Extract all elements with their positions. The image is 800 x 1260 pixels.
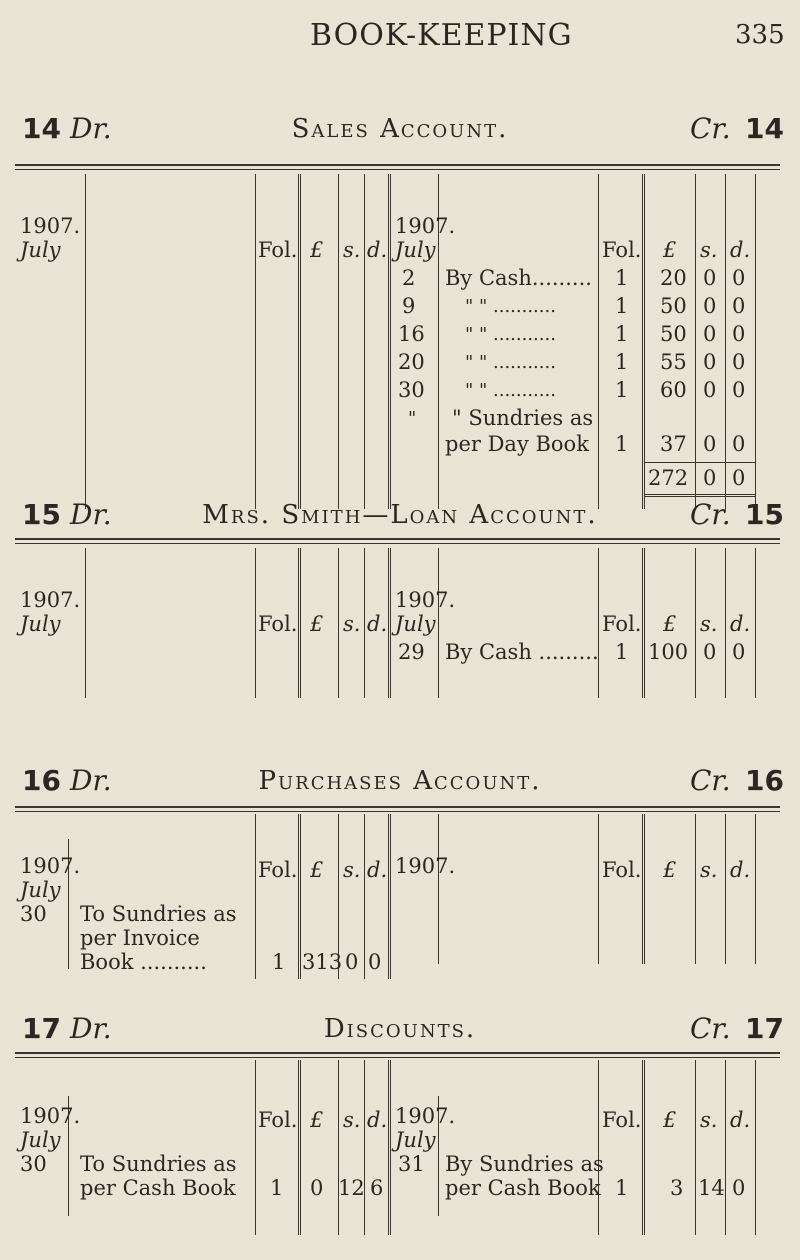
entry-shillings: 0 bbox=[703, 432, 717, 456]
discounts-account bbox=[0, 1012, 800, 1252]
entry-day: 30 bbox=[398, 378, 425, 402]
col-fol: Fol. bbox=[258, 1108, 298, 1132]
credit-year: 1907. bbox=[395, 588, 456, 612]
entry-day: 31 bbox=[398, 1152, 425, 1176]
total-rule bbox=[645, 462, 755, 463]
col-fol: Fol. bbox=[602, 238, 642, 262]
account-heading bbox=[0, 498, 800, 538]
col-pence: d. bbox=[367, 612, 388, 636]
top-rule bbox=[15, 1052, 780, 1058]
account-title: Mrs. Smith—Loan Account. bbox=[202, 500, 598, 530]
entry-particulars: " " ........... bbox=[465, 296, 556, 317]
entry-pounds: 50 bbox=[660, 322, 687, 346]
entry-shillings: 0 bbox=[345, 950, 359, 974]
entry-shillings: 12 bbox=[338, 1176, 365, 1200]
debit-label: Dr. bbox=[70, 764, 112, 797]
entry-pounds: 60 bbox=[660, 378, 687, 402]
total-double-rule bbox=[645, 494, 755, 497]
entry-pence: 0 bbox=[732, 1176, 746, 1200]
ledger-body bbox=[0, 548, 800, 708]
col-pence: d. bbox=[730, 238, 751, 262]
ruling bbox=[642, 548, 648, 698]
ruling bbox=[695, 814, 696, 964]
entry-pence: 0 bbox=[732, 322, 746, 346]
entry-day: 20 bbox=[398, 350, 425, 374]
col-pounds: £ bbox=[310, 1108, 324, 1132]
ruling bbox=[598, 548, 599, 698]
entry-fol: 1 bbox=[615, 640, 629, 664]
col-fol: Fol. bbox=[602, 858, 642, 882]
entry-particulars: By Cash ......... bbox=[445, 640, 599, 664]
col-pence: d. bbox=[367, 858, 388, 882]
entry-particulars-cont: per Day Book bbox=[445, 432, 589, 456]
total-pence: 0 bbox=[732, 466, 746, 490]
col-shillings: s. bbox=[343, 612, 361, 636]
entry-pence: 0 bbox=[732, 266, 746, 290]
col-shillings: s. bbox=[700, 1108, 718, 1132]
entry-pounds: 3 bbox=[670, 1176, 684, 1200]
col-shillings: s. bbox=[700, 858, 718, 882]
ruling bbox=[364, 1060, 365, 1235]
ruling bbox=[388, 814, 394, 979]
ruling bbox=[755, 814, 756, 964]
entry-pounds: 0 bbox=[310, 1176, 324, 1200]
ruling bbox=[598, 1060, 599, 1235]
entry-day: 30 bbox=[20, 902, 47, 926]
credit-year: 1907. bbox=[395, 854, 456, 878]
col-pounds: £ bbox=[663, 1108, 677, 1132]
credit-month: July bbox=[395, 238, 436, 262]
entry-pence: 0 bbox=[732, 378, 746, 402]
ruling bbox=[695, 174, 696, 509]
account-number-right: 14 bbox=[745, 112, 784, 145]
entry-day: 16 bbox=[398, 322, 425, 346]
ruling bbox=[725, 814, 726, 964]
ruling bbox=[642, 174, 648, 509]
col-pence: d. bbox=[730, 612, 751, 636]
col-shillings: s. bbox=[700, 612, 718, 636]
entry-shillings: 0 bbox=[703, 378, 717, 402]
ruling bbox=[725, 548, 726, 698]
entry-particulars: To Sundries as bbox=[80, 902, 237, 926]
col-pounds: £ bbox=[310, 858, 324, 882]
account-number: 17 bbox=[22, 1012, 61, 1045]
col-pounds: £ bbox=[663, 858, 677, 882]
debit-month: July bbox=[20, 878, 61, 902]
ruling bbox=[725, 174, 726, 509]
col-shillings: s. bbox=[700, 238, 718, 262]
entry-particulars: By Cash......... bbox=[445, 266, 592, 290]
debit-month: July bbox=[20, 1128, 61, 1152]
entry-shillings: 0 bbox=[703, 266, 717, 290]
ruling bbox=[755, 1060, 756, 1235]
entry-pence: 6 bbox=[370, 1176, 384, 1200]
entry-shillings: 0 bbox=[703, 322, 717, 346]
entry-particulars: " " ........... bbox=[465, 352, 556, 373]
entry-day: 29 bbox=[398, 640, 425, 664]
account-heading bbox=[0, 764, 800, 804]
ruling bbox=[85, 548, 86, 698]
entry-day: " bbox=[408, 408, 417, 429]
ruling bbox=[598, 174, 599, 509]
ruling bbox=[642, 1060, 648, 1235]
debit-month: July bbox=[20, 238, 61, 262]
entry-particulars-cont: per Invoice bbox=[80, 926, 200, 950]
entry-fol: 1 bbox=[615, 266, 629, 290]
entry-shillings: 14 bbox=[698, 1176, 725, 1200]
col-pounds: £ bbox=[663, 238, 677, 262]
entry-fol: 1 bbox=[615, 378, 629, 402]
entry-pounds: 50 bbox=[660, 294, 687, 318]
account-heading bbox=[0, 1012, 800, 1052]
ruling bbox=[298, 174, 304, 509]
entry-particulars: " " ........... bbox=[465, 324, 556, 345]
entry-particulars: " Sundries as bbox=[452, 406, 594, 430]
entry-shillings: 0 bbox=[703, 350, 717, 374]
entry-particulars-cont: per Cash Book bbox=[80, 1176, 236, 1200]
ruling bbox=[364, 548, 365, 698]
entry-day: 30 bbox=[20, 1152, 47, 1176]
col-pence: d. bbox=[367, 1108, 388, 1132]
col-fol: Fol. bbox=[602, 612, 642, 636]
ruling bbox=[298, 1060, 304, 1235]
purchases-account bbox=[0, 764, 800, 974]
entry-pence: 0 bbox=[732, 350, 746, 374]
ruling bbox=[364, 174, 365, 509]
entry-pounds: 37 bbox=[660, 432, 687, 456]
entry-fol: 1 bbox=[615, 294, 629, 318]
credit-label: Cr. bbox=[690, 764, 731, 797]
ruling bbox=[438, 548, 439, 698]
col-shillings: s. bbox=[343, 238, 361, 262]
entry-particulars-cont: per Cash Book bbox=[445, 1176, 601, 1200]
entry-fol: 1 bbox=[270, 1176, 284, 1200]
credit-label: Cr. bbox=[690, 498, 731, 531]
ruling bbox=[388, 174, 394, 509]
debit-label: Dr. bbox=[70, 1012, 112, 1045]
ruling bbox=[695, 1060, 696, 1235]
col-fol: Fol. bbox=[602, 1108, 642, 1132]
debit-year: 1907. bbox=[20, 588, 81, 612]
ruling bbox=[255, 174, 256, 509]
entry-pounds: 55 bbox=[660, 350, 687, 374]
debit-year: 1907. bbox=[20, 1104, 81, 1128]
col-fol: Fol. bbox=[258, 238, 298, 262]
entry-shillings: 0 bbox=[703, 640, 717, 664]
entry-shillings: 0 bbox=[703, 294, 717, 318]
entry-pounds: 313 bbox=[302, 950, 343, 974]
col-fol: Fol. bbox=[258, 612, 298, 636]
account-number-right: 16 bbox=[745, 764, 784, 797]
ruling bbox=[438, 814, 439, 964]
account-heading bbox=[0, 112, 800, 152]
entry-fol: 1 bbox=[615, 1176, 629, 1200]
ledger-body bbox=[0, 1060, 800, 1260]
entry-fol: 1 bbox=[272, 950, 286, 974]
debit-label: Dr. bbox=[70, 498, 112, 531]
entry-pounds: 100 bbox=[648, 640, 689, 664]
entry-pence: 0 bbox=[732, 294, 746, 318]
ruling bbox=[598, 814, 599, 964]
credit-month: July bbox=[395, 1128, 436, 1152]
account-number-right: 17 bbox=[745, 1012, 784, 1045]
ruling bbox=[338, 1060, 339, 1235]
entry-day: 9 bbox=[402, 294, 416, 318]
col-pounds: £ bbox=[310, 612, 324, 636]
debit-label: Dr. bbox=[70, 112, 112, 145]
account-number-right: 15 bbox=[745, 498, 784, 531]
ruling bbox=[755, 174, 756, 509]
col-shillings: s. bbox=[343, 1108, 361, 1132]
top-rule bbox=[15, 538, 780, 544]
credit-label: Cr. bbox=[690, 1012, 731, 1045]
sales-account bbox=[0, 112, 800, 502]
debit-month: July bbox=[20, 612, 61, 636]
account-title: Discounts. bbox=[323, 1014, 477, 1044]
account-title: Purchases Account. bbox=[258, 766, 542, 796]
running-title: BOOK-KEEPING bbox=[310, 18, 573, 53]
account-title: Sales Account. bbox=[291, 114, 509, 144]
top-rule bbox=[15, 806, 780, 812]
entry-pounds: 20 bbox=[660, 266, 687, 290]
entry-particulars-cont: Book .......... bbox=[80, 950, 207, 974]
page-number: 335 bbox=[735, 20, 785, 50]
col-pounds: £ bbox=[663, 612, 677, 636]
credit-month: July bbox=[395, 612, 436, 636]
credit-year: 1907. bbox=[395, 214, 456, 238]
entry-particulars: To Sundries as bbox=[80, 1152, 237, 1176]
ruling bbox=[85, 174, 86, 509]
ruling bbox=[255, 814, 256, 979]
ruling bbox=[725, 1060, 726, 1235]
page-header bbox=[0, 18, 800, 58]
ruling bbox=[388, 1060, 394, 1235]
col-fol: Fol. bbox=[258, 858, 298, 882]
debit-year: 1907. bbox=[20, 214, 81, 238]
ruling bbox=[298, 548, 304, 698]
ruling bbox=[255, 1060, 256, 1235]
entry-fol: 1 bbox=[615, 432, 629, 456]
debit-year: 1907. bbox=[20, 854, 81, 878]
ruling bbox=[642, 814, 648, 964]
entry-pence: 0 bbox=[368, 950, 382, 974]
ruling bbox=[364, 814, 365, 979]
account-number: 15 bbox=[22, 498, 61, 531]
top-rule bbox=[15, 164, 780, 170]
ledger-body bbox=[0, 174, 800, 524]
col-pence: d. bbox=[730, 1108, 751, 1132]
total-pounds: 272 bbox=[648, 466, 689, 490]
loan-account bbox=[0, 498, 800, 698]
col-pounds: £ bbox=[310, 238, 324, 262]
ruling bbox=[255, 548, 256, 698]
entry-pence: 0 bbox=[732, 640, 746, 664]
credit-label: Cr. bbox=[690, 112, 731, 145]
credit-year: 1907. bbox=[395, 1104, 456, 1128]
ruling bbox=[695, 548, 696, 698]
entry-pence: 0 bbox=[732, 432, 746, 456]
col-shillings: s. bbox=[343, 858, 361, 882]
ruling bbox=[338, 174, 339, 509]
account-number: 16 bbox=[22, 764, 61, 797]
ledger-body bbox=[0, 814, 800, 984]
ruling bbox=[338, 548, 339, 698]
total-shillings: 0 bbox=[703, 466, 717, 490]
col-pence: d. bbox=[367, 238, 388, 262]
col-pence: d. bbox=[730, 858, 751, 882]
entry-fol: 1 bbox=[615, 322, 629, 346]
entry-day: 2 bbox=[402, 266, 416, 290]
ruling bbox=[755, 548, 756, 698]
entry-particulars: By Sundries as bbox=[445, 1152, 604, 1176]
entry-particulars: " " ........... bbox=[465, 380, 556, 401]
account-number: 14 bbox=[22, 112, 61, 145]
entry-fol: 1 bbox=[615, 350, 629, 374]
ruling bbox=[388, 548, 394, 698]
